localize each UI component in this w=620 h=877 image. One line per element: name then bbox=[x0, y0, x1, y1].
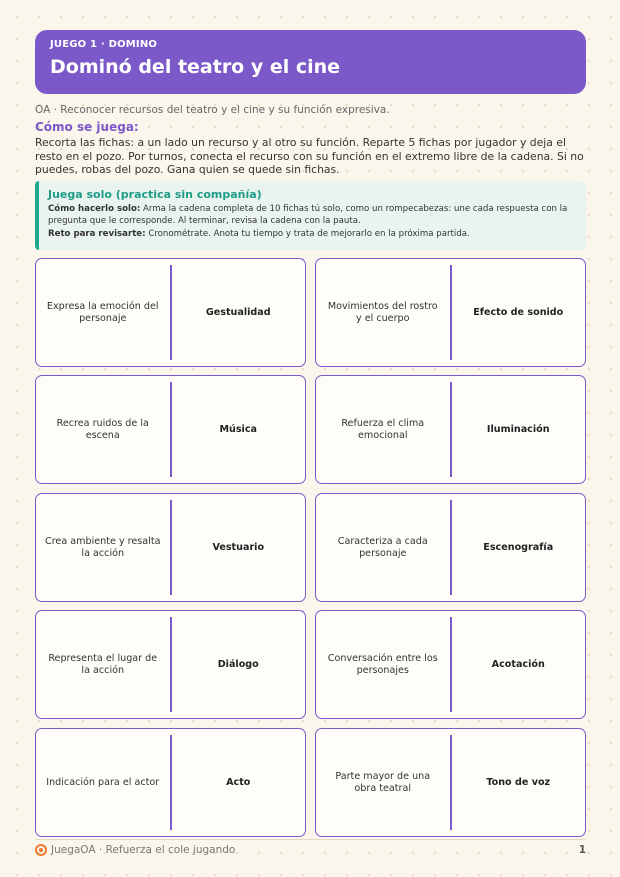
page-number: 1 bbox=[578, 844, 586, 856]
domino-tile bbox=[35, 375, 306, 484]
learning-objective: OA · Reconocer recursos del teatro y el cine y su función expresiva. bbox=[35, 104, 390, 116]
footer-divider bbox=[35, 839, 586, 840]
tile-function: Representa el lugar de la acción bbox=[48, 653, 158, 676]
how-to-play-text: Recorta las fichas: a un lado un recurso y al otro su función. Reparte 5 fichas por jugador y deja el resto en el pozo. Por turnos, conecta el recurso con su función en el extremo libre de la cadena. Si no puedes, robas del pozo. Gana quien se quede sin fichas. bbox=[35, 136, 584, 176]
page-footer bbox=[35, 843, 586, 857]
title-banner bbox=[35, 30, 586, 94]
domino-tile bbox=[35, 610, 306, 719]
solo-challenge-text: Cronométrate. Anota tu tiempo y trata de mejorarlo en la próxima partida. bbox=[148, 229, 470, 239]
tile-function: Caracteriza a cada personaje bbox=[337, 536, 428, 559]
page-title: Dominó del teatro y el cine bbox=[50, 56, 341, 78]
footer-brand: JuegaOA · Refuerza el cole jugando bbox=[51, 844, 236, 856]
domino-tile bbox=[315, 493, 586, 602]
tile-resource: Tono de voz bbox=[486, 776, 551, 788]
domino-tile bbox=[35, 258, 306, 367]
domino-tile bbox=[35, 493, 306, 602]
tile-resource: Iluminación bbox=[486, 423, 550, 435]
tile-function: Expresa la emoción del personaje bbox=[46, 301, 159, 324]
solo-challenge-paragraph bbox=[48, 228, 576, 240]
tile-resource: Acto bbox=[226, 776, 251, 788]
tile-function: Movimientos del rostro y el cuerpo bbox=[327, 301, 438, 324]
tile-resource: Escenografía bbox=[483, 541, 554, 553]
solo-how-text: Arma la cadena completa de 10 fichas tú solo, como un rompecabezas: une cada respuesta con la pregunta que le corresponde. Al terminar, revisa la cadena con la pauta. bbox=[48, 204, 568, 226]
tile-function: Refuerza el clima emocional bbox=[341, 418, 425, 441]
tile-function: Recrea ruidos de la escena bbox=[56, 418, 149, 441]
solo-play-box bbox=[35, 181, 586, 250]
domino-tile bbox=[315, 258, 586, 367]
tile-resource: Vestuario bbox=[212, 541, 265, 553]
brand-logo-icon bbox=[35, 844, 47, 856]
game-kicker: JUEGO 1 · DOMINO bbox=[50, 39, 158, 50]
tile-function: Indicación para el actor bbox=[46, 776, 160, 788]
tile-function: Parte mayor de una obra teatral bbox=[335, 771, 431, 794]
tile-resource: Acotación bbox=[491, 658, 545, 670]
solo-how-paragraph bbox=[48, 203, 576, 227]
domino-tile bbox=[35, 728, 306, 837]
domino-tile bbox=[315, 375, 586, 484]
tile-resource: Música bbox=[219, 423, 258, 435]
domino-tile bbox=[315, 728, 586, 837]
solo-how-label: Cómo hacerlo solo: bbox=[48, 204, 141, 214]
tile-resource: Diálogo bbox=[217, 658, 259, 670]
tile-resource: Gestualidad bbox=[205, 306, 271, 318]
domino-tile bbox=[315, 610, 586, 719]
solo-play-heading: Juega solo (practica sin compañía) bbox=[48, 188, 262, 201]
tile-function: Crea ambiente y resalta la acción bbox=[45, 536, 161, 559]
how-to-play-heading: Cómo se juega: bbox=[35, 120, 139, 134]
tile-function: Conversación entre los personajes bbox=[327, 653, 438, 676]
tile-resource: Efecto de sonido bbox=[473, 306, 564, 318]
solo-challenge-label: Reto para revisarte: bbox=[48, 229, 146, 239]
